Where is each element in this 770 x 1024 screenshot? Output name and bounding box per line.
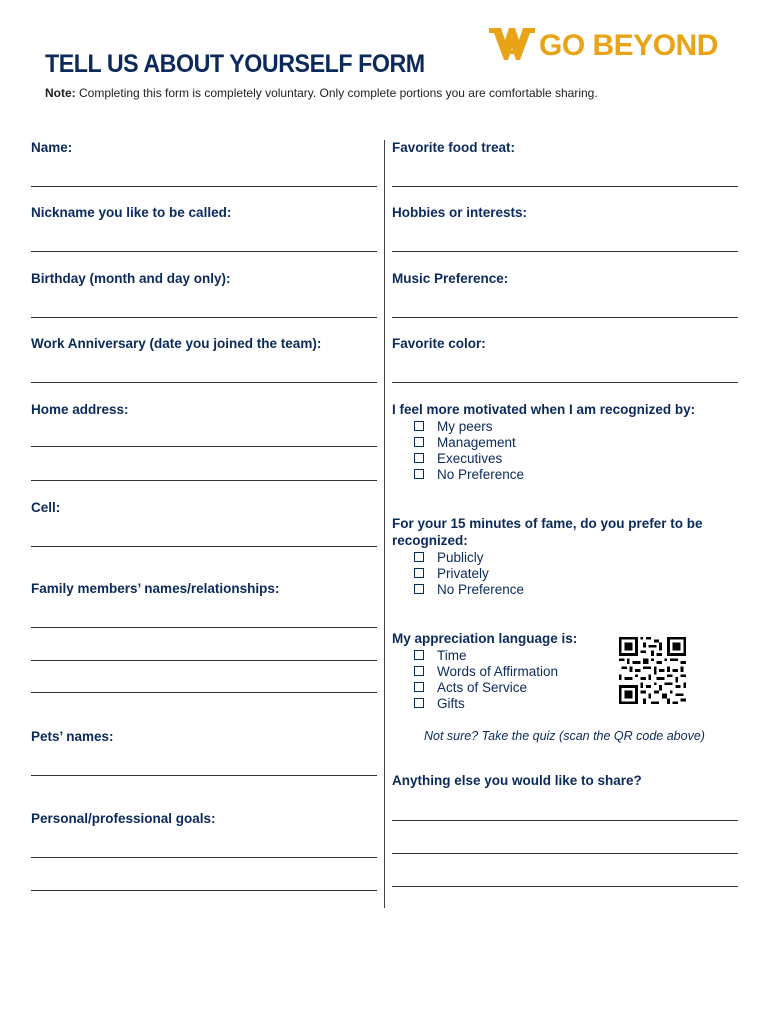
name-field[interactable] <box>31 186 377 187</box>
cell-label: Cell: <box>31 500 61 515</box>
quiz-note: Not sure? Take the quiz (scan the QR code above) <box>424 729 705 743</box>
checkbox-icon[interactable] <box>414 453 424 463</box>
wv-flying-wv-icon <box>489 26 535 66</box>
option-label: Gifts <box>437 695 465 711</box>
checkbox-time[interactable] <box>414 647 558 663</box>
option-label: Privately <box>437 565 489 581</box>
color-field[interactable] <box>392 382 738 383</box>
option-label: Executives <box>437 450 503 466</box>
nickname-field[interactable] <box>31 251 377 252</box>
option-label: No Preference <box>437 466 525 482</box>
goals-field-2[interactable] <box>31 890 377 891</box>
go-beyond-logo <box>489 26 718 66</box>
cell-field[interactable] <box>31 546 377 547</box>
music-label: Music Preference: <box>392 271 509 286</box>
option-label: Time <box>437 647 467 663</box>
checkbox-icon[interactable] <box>414 650 424 660</box>
checkbox-gifts[interactable] <box>414 695 558 711</box>
checkbox-no-preference[interactable] <box>414 466 524 482</box>
checkbox-management[interactable] <box>414 434 524 450</box>
address-label: Home address: <box>31 402 129 417</box>
motivated-label: I feel more motivated when I am recognized by: <box>392 402 696 417</box>
note-label: Note: <box>45 86 76 100</box>
music-field[interactable] <box>392 317 738 318</box>
option-label: No Preference <box>437 581 525 597</box>
checkbox-words-of-affirmation[interactable] <box>414 663 558 679</box>
logo-text: GO BEYOND <box>539 29 718 62</box>
checkbox-icon[interactable] <box>414 552 424 562</box>
checkbox-icon[interactable] <box>414 437 424 447</box>
appreciation-options <box>392 647 558 711</box>
motivated-options <box>392 418 524 482</box>
checkbox-acts-of-service[interactable] <box>414 679 558 695</box>
checkbox-icon[interactable] <box>414 568 424 578</box>
pets-field[interactable] <box>31 775 377 776</box>
form-title: TELL US ABOUT YOURSELF FORM <box>45 50 425 78</box>
birthday-label: Birthday (month and day only): <box>31 271 231 286</box>
goals-label: Personal/professional goals: <box>31 811 216 826</box>
checkbox-my-peers[interactable] <box>414 418 524 434</box>
checkbox-icon[interactable] <box>414 682 424 692</box>
anything-else-label: Anything else you would like to share? <box>392 773 642 788</box>
option-label: My peers <box>437 418 493 434</box>
birthday-field[interactable] <box>31 317 377 318</box>
note-text: Completing this form is completely voluntary. Only complete portions you are comfortable sharing. <box>75 86 598 100</box>
checkbox-icon[interactable] <box>414 469 424 479</box>
address-field-2[interactable] <box>31 480 377 481</box>
pets-label: Pets’ names: <box>31 729 114 744</box>
option-label: Management <box>437 434 516 450</box>
checkbox-icon[interactable] <box>414 421 424 431</box>
checkbox-publicly[interactable] <box>414 549 524 565</box>
fame-options <box>392 549 524 597</box>
option-label: Acts of Service <box>437 679 528 695</box>
voluntary-note <box>45 86 598 100</box>
anniversary-field[interactable] <box>31 382 377 383</box>
checkbox-icon[interactable] <box>414 666 424 676</box>
anything-else-field-1[interactable] <box>392 820 738 821</box>
fame-label-line1: For your 15 minutes of fame, do you prefer to be <box>392 516 703 531</box>
appreciation-label: My appreciation language is: <box>392 631 578 646</box>
checkbox-icon[interactable] <box>414 584 424 594</box>
food-field[interactable] <box>392 186 738 187</box>
family-field-2[interactable] <box>31 660 377 661</box>
food-label: Favorite food treat: <box>392 140 516 155</box>
checkbox-icon[interactable] <box>414 698 424 708</box>
fame-label-line2: recognized: <box>392 533 468 548</box>
nickname-label: Nickname you like to be called: <box>31 205 232 220</box>
checkbox-executives[interactable] <box>414 450 524 466</box>
address-field-1[interactable] <box>31 446 377 447</box>
option-label: Publicly <box>437 549 484 565</box>
family-field-3[interactable] <box>31 692 377 693</box>
anniversary-label: Work Anniversary (date you joined the team): <box>31 336 322 351</box>
checkbox-fame-no-preference[interactable] <box>414 581 524 597</box>
family-field-1[interactable] <box>31 627 377 628</box>
hobbies-field[interactable] <box>392 251 738 252</box>
hobbies-label: Hobbies or interests: <box>392 205 528 220</box>
family-label: Family members’ names/relationships: <box>31 581 280 596</box>
goals-field-1[interactable] <box>31 857 377 858</box>
qr-code-icon[interactable] <box>619 637 686 704</box>
column-divider <box>384 140 385 908</box>
anything-else-field-2[interactable] <box>392 853 738 854</box>
anything-else-field-3[interactable] <box>392 886 738 887</box>
checkbox-privately[interactable] <box>414 565 524 581</box>
color-label: Favorite color: <box>392 336 486 351</box>
option-label: Words of Affirmation <box>437 663 559 679</box>
name-label: Name: <box>31 140 73 155</box>
